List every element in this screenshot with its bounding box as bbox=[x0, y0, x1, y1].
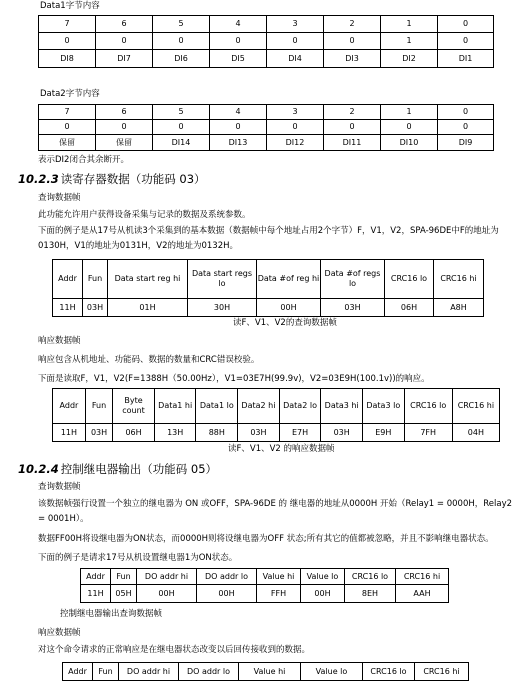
query-frame-label: 查询数据帧 bbox=[38, 193, 81, 203]
table-cell: DO addr lo bbox=[179, 663, 239, 681]
table-row bbox=[53, 389, 500, 424]
table-cell: Addr bbox=[53, 260, 83, 299]
table-cell: DI14 bbox=[153, 135, 210, 151]
table-cell: 06H bbox=[385, 299, 434, 317]
table-cell: Data2 lo bbox=[279, 389, 321, 424]
table-cell: 7 bbox=[39, 105, 96, 120]
table-cell: 88H bbox=[196, 424, 238, 442]
table-row bbox=[81, 569, 449, 585]
table-cell: 7 bbox=[39, 16, 96, 33]
table-cell: DI6 bbox=[153, 50, 210, 68]
table-cell: 3 bbox=[267, 105, 324, 120]
paragraph: 此功能允许用户获得设备采集与记录的数据及系统参数。 bbox=[38, 210, 251, 220]
table-cell: Addr bbox=[63, 663, 93, 681]
table-cell: Data start reg hi bbox=[108, 260, 188, 299]
table-cell: CRC16 hi bbox=[434, 260, 484, 299]
table-cell: 01H bbox=[108, 299, 188, 317]
table-row bbox=[39, 33, 494, 50]
table-cell: 0 bbox=[153, 33, 210, 50]
table-row bbox=[53, 424, 500, 442]
table-caption: 控制继电器输出查询数据帧 bbox=[60, 609, 163, 619]
table-cell: CRC16 lo bbox=[404, 389, 452, 424]
table-cell: Data start regs lo bbox=[188, 260, 257, 299]
table-cell: 03H bbox=[85, 424, 112, 442]
table-row bbox=[39, 120, 494, 135]
table-cell: 7FH bbox=[404, 424, 452, 442]
table-cell: 00H bbox=[257, 299, 321, 317]
table-cell: Fun bbox=[111, 569, 137, 585]
table-cell: Addr bbox=[53, 389, 86, 424]
data1-byte-table bbox=[38, 15, 494, 68]
data2-byte-table bbox=[38, 104, 494, 151]
table-cell: 0 bbox=[438, 16, 494, 33]
table-cell: 03H bbox=[238, 424, 280, 442]
table-cell: Fun bbox=[83, 260, 108, 299]
table-cell: 0 bbox=[438, 105, 494, 120]
table-cell: 03H bbox=[83, 299, 108, 317]
table-cell: 30H bbox=[188, 299, 257, 317]
table-cell: 0 bbox=[39, 120, 96, 135]
table-cell: 00H bbox=[137, 585, 197, 603]
table-cell: 13H bbox=[154, 424, 196, 442]
table-cell: AAH bbox=[396, 585, 449, 603]
table-cell: E9H bbox=[362, 424, 404, 442]
response-frame-label: 响应数据帧 bbox=[38, 628, 81, 638]
table-cell: 0 bbox=[438, 120, 494, 135]
table-cell: 2 bbox=[324, 16, 381, 33]
table-cell: Data3 hi bbox=[321, 389, 363, 424]
paragraph: 下面的例子是从17号从机读3个采集到的基本数据（数据帧中每个地址占用2个字节）F，V1，V2，SPA-96DE中F的地址为0130H，V1的地址为0131H，V2的地址为0132H。 bbox=[38, 226, 499, 251]
paragraph: 响应包含从机地址、功能码、数据的数量和CRC错误校验。 bbox=[38, 355, 260, 365]
table-cell: 11H bbox=[81, 585, 111, 603]
table-cell: 03H bbox=[321, 299, 385, 317]
table-row bbox=[63, 663, 469, 681]
table-cell: A8H bbox=[434, 299, 484, 317]
table-cell: 04H bbox=[452, 424, 499, 442]
table-cell: 4 bbox=[210, 105, 267, 120]
table-cell: CRC16 lo bbox=[363, 663, 415, 681]
section-title: 读寄存器数据（功能码 03） bbox=[60, 172, 206, 186]
table-cell: 00H bbox=[197, 585, 257, 603]
table-cell: E7H bbox=[279, 424, 321, 442]
table-cell: 0 bbox=[96, 120, 153, 135]
query-frame-label: 查询数据帧 bbox=[38, 482, 81, 492]
paragraph: 下面的例子是请求17号从机设置继电器1为ON状态。 bbox=[38, 553, 238, 563]
table-cell: DO addr hi bbox=[119, 663, 179, 681]
table-cell: 8EH bbox=[345, 585, 396, 603]
table-cell: CRC16 hi bbox=[396, 569, 449, 585]
table-cell: DI4 bbox=[267, 50, 324, 68]
table-cell: DI3 bbox=[324, 50, 381, 68]
table-cell: 05H bbox=[111, 585, 137, 603]
table-cell: DI11 bbox=[324, 135, 381, 151]
table-caption: 读F、V1、V2的查询数据帧 bbox=[233, 318, 337, 328]
table-cell: 0 bbox=[381, 120, 438, 135]
table-row bbox=[39, 50, 494, 68]
table-cell: 00H bbox=[301, 585, 345, 603]
table-cell: Data #of regs lo bbox=[321, 260, 385, 299]
table-cell: 3 bbox=[267, 16, 324, 33]
table-cell: Data1 lo bbox=[196, 389, 238, 424]
read-register-response-table bbox=[52, 388, 500, 442]
table-cell: Data2 hi bbox=[238, 389, 280, 424]
table-cell: CRC16 hi bbox=[452, 389, 499, 424]
read-register-query-table bbox=[52, 259, 484, 317]
table-cell: DI5 bbox=[210, 50, 267, 68]
table-cell: 保留 bbox=[39, 135, 96, 151]
relay-control-response-table bbox=[62, 662, 469, 681]
table-cell: 1 bbox=[381, 105, 438, 120]
table-cell: CRC16 hi bbox=[415, 663, 469, 681]
table-cell: Fun bbox=[85, 389, 112, 424]
table-cell: 0 bbox=[210, 33, 267, 50]
response-frame-label: 响应数据帧 bbox=[38, 336, 81, 346]
table-cell: DI8 bbox=[39, 50, 96, 68]
table-cell: Value hi bbox=[257, 569, 301, 585]
table-cell: DO addr lo bbox=[197, 569, 257, 585]
table-cell: 0 bbox=[267, 33, 324, 50]
table-row bbox=[53, 299, 484, 317]
table-cell: Value lo bbox=[301, 569, 345, 585]
table-cell: DI7 bbox=[96, 50, 153, 68]
table-cell: 0 bbox=[438, 33, 494, 50]
table-cell: DI10 bbox=[381, 135, 438, 151]
table-cell: DI9 bbox=[438, 135, 494, 151]
table-cell: CRC16 lo bbox=[385, 260, 434, 299]
table-cell: CRC16 lo bbox=[345, 569, 396, 585]
table-row bbox=[53, 260, 484, 299]
table-cell: 0 bbox=[324, 33, 381, 50]
table-cell: Addr bbox=[81, 569, 111, 585]
paragraph: 该数据帧强行设置一个独立的继电器为 ON 或OFF，SPA-96DE 的 继电器的地址从0000H 开始（Relay1 = 0000H，Relay2 = 0001H）。 bbox=[38, 499, 513, 524]
table-cell: Data3 lo bbox=[362, 389, 404, 424]
section-number: 10.2.4 bbox=[18, 462, 59, 476]
table-caption: 读F、V1、V2 的响应数据帧 bbox=[228, 444, 335, 454]
table-cell: DO addr hi bbox=[137, 569, 197, 585]
table-row bbox=[39, 105, 494, 120]
table-cell: 保留 bbox=[96, 135, 153, 151]
table-row bbox=[39, 16, 494, 33]
table-cell: Value hi bbox=[239, 663, 301, 681]
table-cell: 2 bbox=[324, 105, 381, 120]
table-cell: 03H bbox=[321, 424, 363, 442]
table-cell: 0 bbox=[96, 33, 153, 50]
table-cell: Data #of reg hi bbox=[257, 260, 321, 299]
table-cell: 11H bbox=[53, 424, 86, 442]
paragraph: 数据FF00H将设继电器为ON状态，而0000H则将设继电器为OFF 状态;所有其它的值都被忽略，并且不影响继电器状态。 bbox=[38, 534, 494, 544]
data1-title: Data1字节内容 bbox=[40, 1, 100, 11]
table-cell: 0 bbox=[324, 120, 381, 135]
table-cell: Value lo bbox=[301, 663, 363, 681]
table-cell: 1 bbox=[381, 33, 438, 50]
table-cell: 1 bbox=[381, 16, 438, 33]
table-cell: Byte count bbox=[113, 389, 155, 424]
table-cell: 5 bbox=[153, 16, 210, 33]
table-row bbox=[81, 585, 449, 603]
table-cell: 6 bbox=[96, 16, 153, 33]
relay-control-query-table bbox=[80, 568, 449, 603]
table-cell: DI13 bbox=[210, 135, 267, 151]
table-cell: DI2 bbox=[381, 50, 438, 68]
section-heading-10-2-3 bbox=[18, 172, 206, 186]
paragraph: 下面是读取F，V1，V2(F=1388H（50.00Hz），V1=03E7H(99.9v)，V2=03E9H(100.1v))的响应。 bbox=[38, 374, 430, 384]
table-cell: 0 bbox=[210, 120, 267, 135]
section-heading-10-2-4 bbox=[18, 462, 217, 476]
table-cell: 4 bbox=[210, 16, 267, 33]
section-title: 控制继电器输出（功能码 05） bbox=[60, 462, 218, 476]
table-cell: 11H bbox=[53, 299, 83, 317]
table-cell: 06H bbox=[113, 424, 155, 442]
table-cell: Data1 hi bbox=[154, 389, 196, 424]
table-cell: 0 bbox=[153, 120, 210, 135]
table-cell: 5 bbox=[153, 105, 210, 120]
paragraph: 对这个命令请求的正常响应是在继电器状态改变以后回传接收到的数据。 bbox=[38, 645, 311, 655]
table-cell: DI1 bbox=[438, 50, 494, 68]
section-number: 10.2.3 bbox=[18, 172, 59, 186]
table-row bbox=[39, 135, 494, 151]
table-cell: 0 bbox=[39, 33, 96, 50]
data2-note: 表示DI2闭合其余断开。 bbox=[38, 155, 129, 165]
table-cell: 0 bbox=[267, 120, 324, 135]
data2-title: Data2字节内容 bbox=[40, 89, 100, 99]
table-cell: DI12 bbox=[267, 135, 324, 151]
table-cell: 6 bbox=[96, 105, 153, 120]
table-cell: FFH bbox=[257, 585, 301, 603]
table-cell: Fun bbox=[93, 663, 119, 681]
